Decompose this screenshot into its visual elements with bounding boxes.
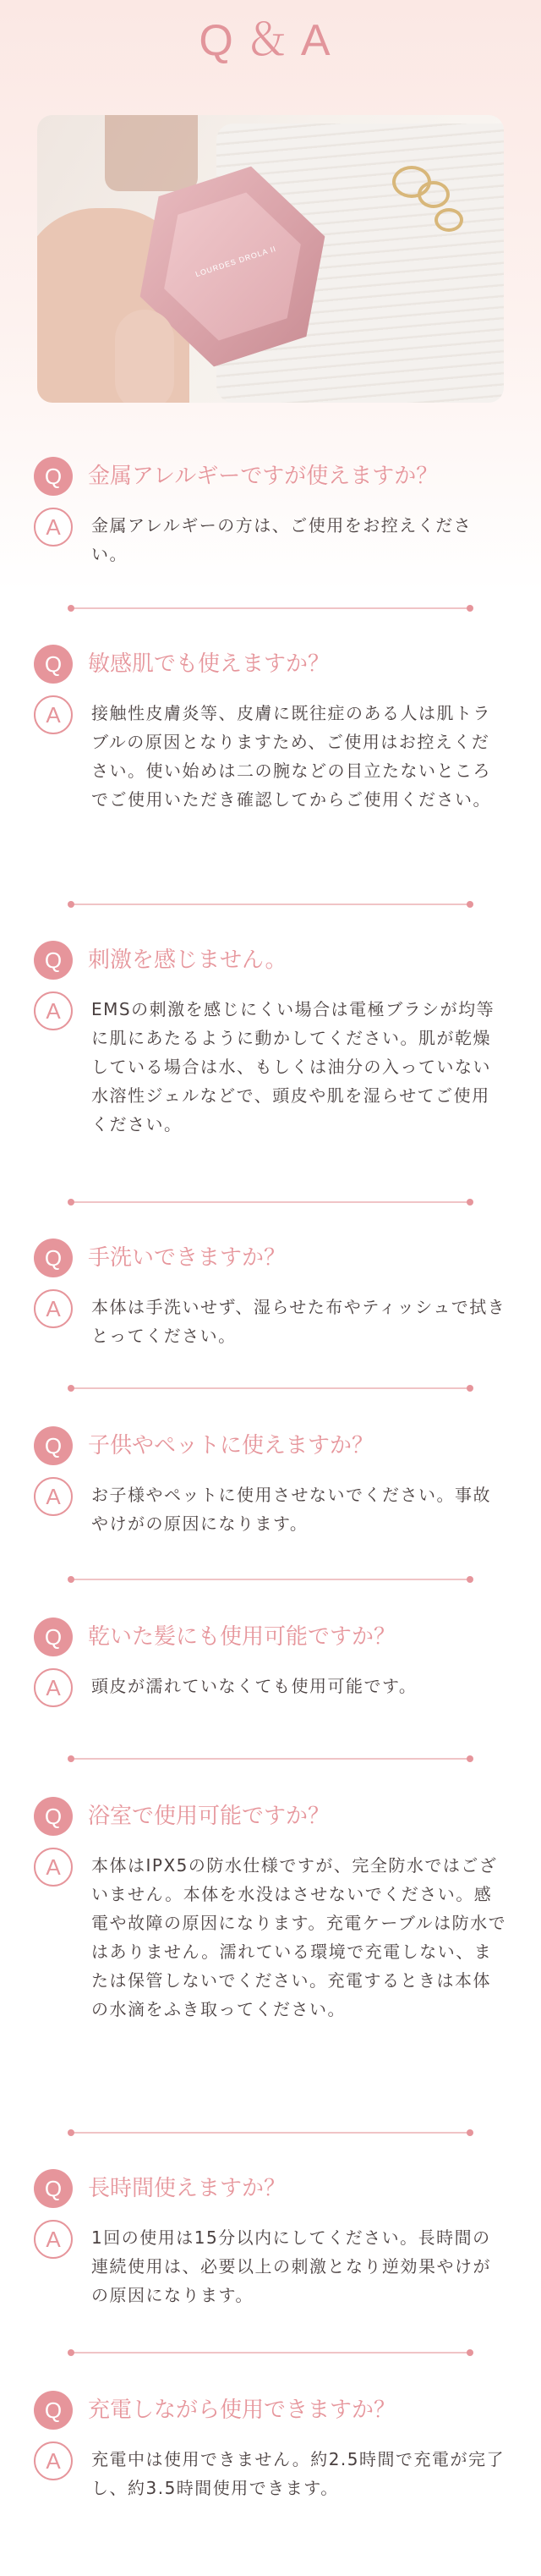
faq-item	[34, 645, 507, 814]
answer-badge: A	[34, 1848, 73, 1887]
faq-question: 乾いた髪にも使用可能ですか？	[88, 1624, 396, 1650]
faq-answer: EMSの刺激を感じにくい場合は電極ブラシが均等に肌にあたるように動かしてください。肌が乾燥している場合は水、もしくは油分の入っていない水溶性ジェルなどで、頭皮や肌を湿らせてご使用ください。	[91, 999, 495, 1134]
faq-answer: 頭皮が濡れていなくても使用可能です。	[91, 1676, 418, 1696]
faq-answer: 接触性皮膚炎等、皮膚に既往症のある人は肌トラブルの原因となりますため、ご使用はお控えください。使い始めは二の腕などの目立たないところでご使用いただき確認してからご使用ください。	[91, 703, 491, 810]
faq-answer: お子様やペットに使用させないでください。事故やけがの原因になります。	[91, 1485, 491, 1534]
question-badge: Q	[34, 2169, 73, 2208]
faq-answer: 本体は手洗いせず、湿らせた布やティッシュで拭きとってください。	[91, 1297, 506, 1346]
answer-badge: A	[34, 1289, 73, 1328]
faq-item	[34, 2169, 507, 2310]
page-title: Q＆A	[199, 16, 342, 65]
divider	[71, 607, 470, 609]
answer-badge: A	[34, 695, 73, 734]
divider	[71, 1201, 470, 1203]
faq-question: 金属アレルギーですが使えますか？	[88, 464, 439, 489]
faq-question: 充電しながら使用できますか？	[88, 2397, 396, 2423]
divider	[71, 1579, 470, 1580]
faq-item	[34, 1426, 507, 1538]
faq-question: 長時間使えますか？	[88, 2176, 287, 2201]
device-brand-label: LOURDES DROLA II	[194, 244, 278, 279]
faq-item	[34, 2391, 507, 2502]
question-badge: Q	[34, 457, 73, 496]
question-badge: Q	[34, 1618, 73, 1656]
divider	[71, 2352, 470, 2354]
faq-question: 手洗いできますか？	[88, 1245, 287, 1271]
faq-item	[34, 1618, 507, 1707]
question-badge: Q	[34, 645, 73, 684]
question-badge: Q	[34, 1426, 73, 1465]
faq-item	[34, 1797, 507, 2024]
answer-badge: A	[34, 2441, 73, 2480]
faq-answer: 1回の使用は15分以内にしてください。長時間の連続使用は、必要以上の刺激となり逆効果やけがの原因になります。	[91, 2227, 491, 2305]
answer-badge: A	[34, 1668, 73, 1707]
divider	[71, 1387, 470, 1389]
question-badge: Q	[34, 2391, 73, 2430]
answer-badge: A	[34, 991, 73, 1030]
divider	[71, 904, 470, 905]
answer-badge: A	[34, 508, 73, 547]
faq-item	[34, 941, 507, 1139]
answer-badge: A	[34, 1477, 73, 1516]
product-photo	[37, 115, 504, 403]
faq-question: 子供やペットに使えますか？	[88, 1433, 374, 1458]
faq-question: 敏感肌でも使えますか？	[88, 651, 331, 677]
answer-badge: A	[34, 2220, 73, 2259]
faq-answer: 本体はIPX5の防水仕様ですが、完全防水ではございません。本体を水没はさせないでください。感電や故障の原因になります。充電ケーブルは防水ではありません。濡れている環境で充電しない、または保管しないでください。充電するときは本体の水滴をふき取ってください。	[91, 1855, 507, 2019]
question-badge: Q	[34, 1239, 73, 1277]
faq-item	[34, 457, 507, 568]
question-badge: Q	[34, 941, 73, 980]
faq-answer: 充電中は使用できません。約2.5時間で充電が完了し、約3.5時間使用できます。	[91, 2449, 505, 2498]
divider	[71, 1758, 470, 1760]
question-badge: Q	[34, 1797, 73, 1836]
faq-item	[34, 1239, 507, 1350]
faq-answer: 金属アレルギーの方は、ご使用をお控えください。	[91, 515, 473, 564]
faq-question: 刺激を感じません。	[88, 947, 287, 973]
divider	[71, 2132, 470, 2134]
faq-question: 浴室で使用可能ですか？	[88, 1804, 331, 1829]
